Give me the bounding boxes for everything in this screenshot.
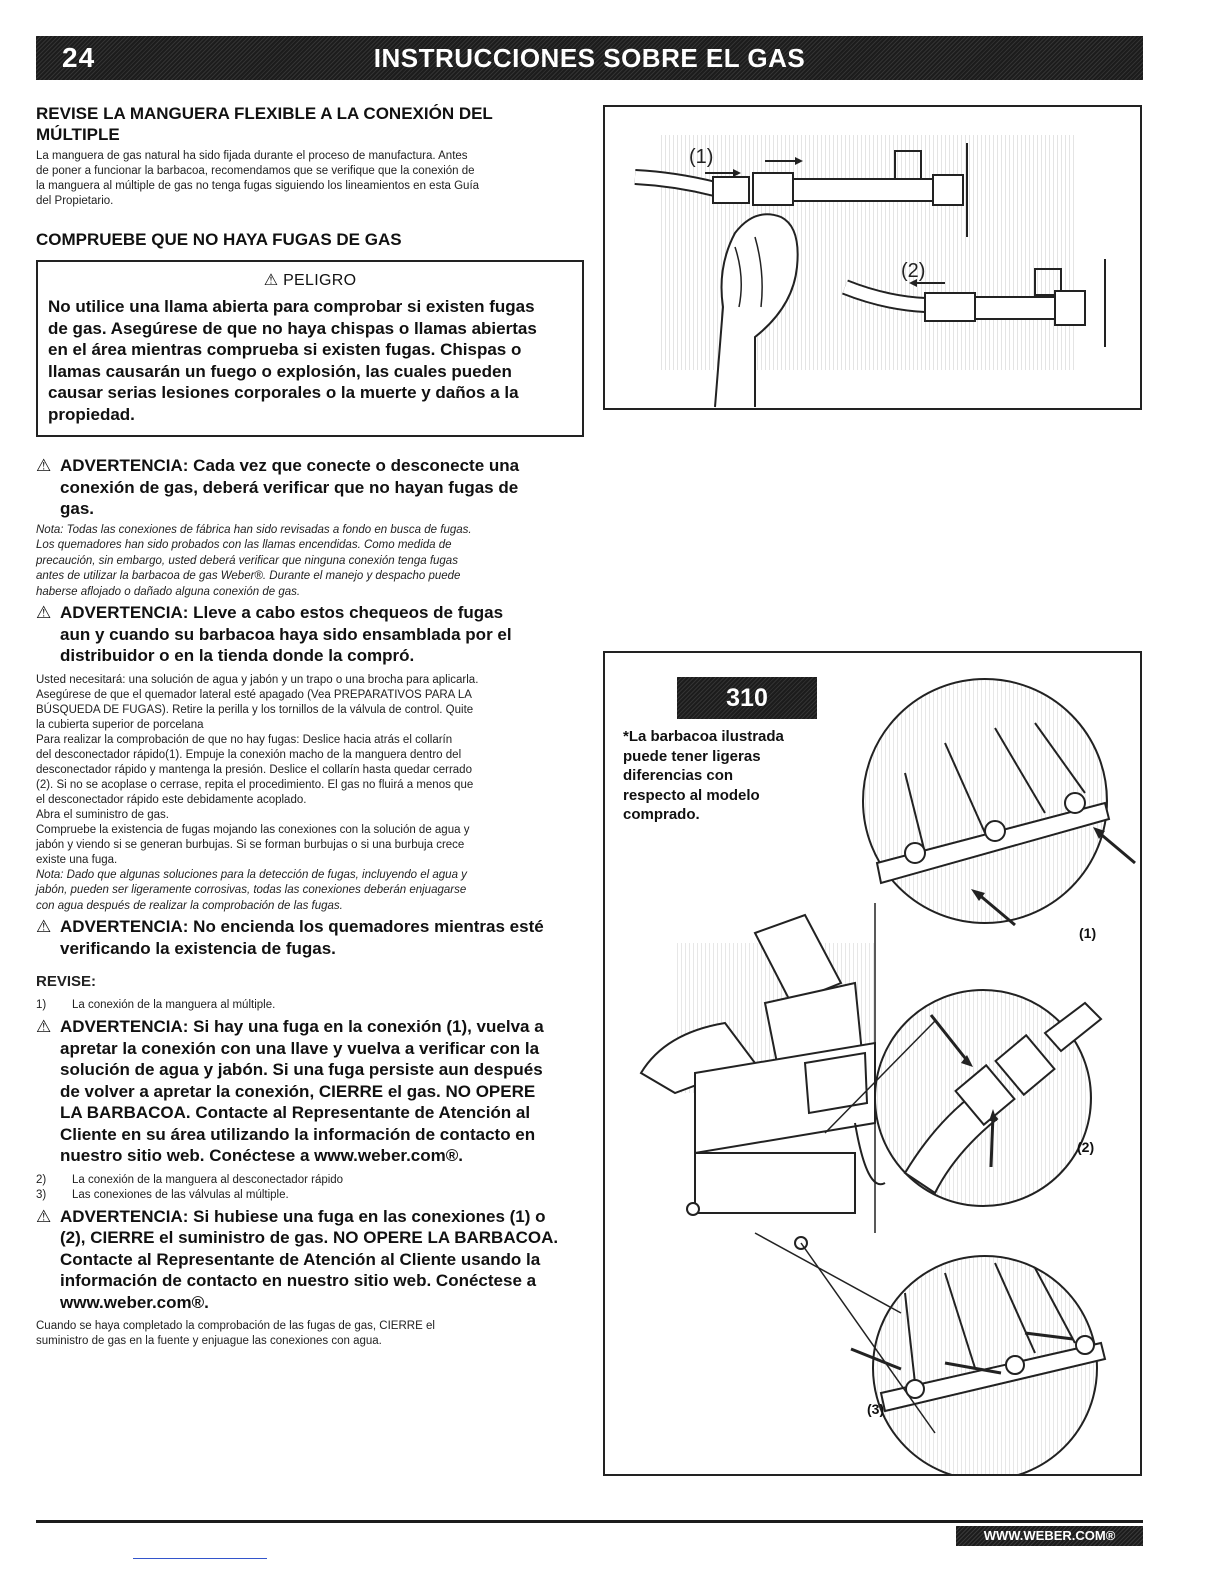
text-line: haberse aflojado o dañado alguna conexión de gas. [36, 585, 301, 598]
note-factory [36, 523, 584, 601]
warning-leak-connections [36, 1206, 584, 1314]
text-line: comprado. [623, 806, 700, 823]
text-line: de gas. Asegúrese de que no haya chispas o llamas abiertas [48, 318, 537, 338]
text-line: antes de utilizar la barbacoa de gas Weber®. Durante el manejo y despacho puede [36, 570, 461, 582]
text-line: ADVERTENCIA: Cada vez que conecte o desconecte una [60, 456, 520, 475]
text-line: jabón, pueden ser ligeramente corrosivas, todas las conexiones deberán enjuagarse [36, 884, 467, 896]
text-line: jabón y viendo si se generan burbujas. Si se forman burbujas o si una burbuja crece [36, 838, 465, 851]
text-line: Compruebe la existencia de fugas mojando las conexiones con la solución de agua y [36, 823, 470, 836]
text-line: distribuidor o en la tienda donde la compró. [60, 646, 415, 665]
text-line: ADVERTENCIA: Si hubiese una fuga en las conexiones (1) o [60, 1206, 546, 1226]
left-column [36, 103, 584, 1349]
warning-leak-connection [36, 1016, 584, 1167]
warning-icon: ⚠ [36, 917, 52, 936]
danger-text [48, 296, 572, 425]
footer-url: WWW.WEBER.COM® [956, 1526, 1143, 1546]
list-text: Las conexiones de las válvulas al múltiple. [72, 1188, 289, 1201]
text-line: verificando la existencia de fugas. [60, 938, 336, 958]
text-line: (2), CIERRE el suministro de gas. NO OPERE LA BARBACOA. [60, 1228, 559, 1247]
text-line: información de contacto en nuestro sitio web. Conéctese a [60, 1271, 537, 1290]
page-title: INSTRUCCIONES SOBRE EL GAS [373, 43, 806, 73]
text-line: (2). Si no se acoplase o cerrase, repita el procedimiento. El gas no fluirá a menos que [36, 778, 474, 791]
text-line: BÚSQUEDA DE FUGAS). Retire la perilla y los tornillos de la válvula de control. Quite [36, 703, 474, 716]
text-line: respecto al modelo [623, 786, 760, 804]
warning-connect [36, 455, 584, 520]
text-line: LA BARBACOA. Contacte al Representante de Atención al [60, 1103, 531, 1122]
text-line: conexión de gas, deberá verificar que no hayan fugas de [60, 477, 519, 497]
text-line: la cubierta superior de porcelana [36, 718, 204, 731]
text-line: existe una fuga. [36, 853, 118, 866]
text-line: solución de agua y jabón. Si una fuga persiste aun después [60, 1060, 543, 1079]
callout-1: (1) [1079, 925, 1097, 941]
text-line: ADVERTENCIA: No encienda los quemadores mientras esté [60, 917, 544, 936]
figure-hose-connection [603, 105, 1142, 410]
text-line: ADVERTENCIA: Lleve a cabo estos chequeos de fugas [60, 603, 504, 622]
text-line: del desconectador rápido(1). Empuje la conexión macho de la manguera dentro del [36, 748, 462, 761]
instructions-paragraph [36, 673, 584, 868]
text-line: Cuando se haya completado la comprobación de las fugas de gas, CIERRE el [36, 1320, 435, 1332]
warning-dealer [36, 602, 584, 667]
section-heading-leaks: COMPRUEBE QUE NO HAYA FUGAS DE GAS [36, 230, 402, 249]
text-line: Los quemadores han sido probados con las llamas encendidas. Como medida de [36, 539, 452, 551]
text-line: puede tener ligeras [623, 747, 761, 765]
text-line: Nota: Dado que algunas soluciones para la detección de fugas, incluyendo el agua y [36, 868, 467, 881]
callout-2: (2) [1077, 1139, 1095, 1155]
text-line: causar serias lesiones corporales o la muerte y daños a la [48, 383, 519, 402]
heading-line: MÚLTIPLE [36, 125, 120, 144]
warning-icon: ⚠ [36, 456, 52, 475]
text-line: en el área mientras comprueba si existen fugas. Chispas o [48, 340, 522, 359]
page-number: 24 [62, 42, 96, 73]
text-line: el desconectador rápido este debidamente acoplado. [36, 793, 307, 806]
text-line: La manguera de gas natural ha sido fijada durante el proceso de manufactura. Antes [36, 150, 468, 162]
text-line: Cliente en su área utilizando la información de contacto en [60, 1124, 536, 1144]
note-corrosive [36, 868, 584, 915]
footer-underline [133, 1558, 267, 1559]
final-paragraph [36, 1319, 584, 1349]
text-line: Abra el suministro de gas. [36, 808, 169, 821]
text-line: desconectador rápido y mantenga la presión. Deslice el collarín hasta quedar cerrado [36, 763, 472, 776]
list-item [36, 998, 584, 1013]
text-line: la manguera al múltiple de gas no tenga fugas siguiendo los lineamientos en esta Guía [36, 180, 480, 192]
warning-burners [36, 916, 584, 959]
text-line: de poner a funcionar la barbacoa, recomendamos que se verifique que la conexión de [36, 165, 475, 177]
text-line: Nota: Todas las conexiones de fábrica han sido revisadas a fondo en busca de fugas. [36, 523, 472, 536]
list-item [36, 1173, 584, 1188]
danger-title: ⚠ PELIGRO [263, 272, 357, 289]
section-heading-hose [36, 103, 584, 145]
text-line: de volver a apretar la conexión, CIERRE el gas. NO OPERE [60, 1081, 536, 1101]
text-line: suministro de gas en la fuente y enjuague las conexiones con agua. [36, 1335, 382, 1347]
text-line: Usted necesitará: una solución de agua y jabón y un trapo o una brocha para aplicarla. [36, 673, 479, 686]
list-text: La conexión de la manguera al desconectador rápido [72, 1173, 344, 1186]
text-line: www.weber.com®. [60, 1292, 209, 1312]
text-line: diferencias con [623, 767, 734, 784]
text-line: llamas causarán un fuego o explosión, las cuales pueden [48, 361, 512, 381]
hose-connection-illustration [605, 107, 1140, 408]
grill-illustration [605, 653, 1140, 1474]
text-line: ADVERTENCIA: Si hay una fuga en la conexión (1), vuelva a [60, 1017, 544, 1036]
text-line: Asegúrese de que el quemador lateral esté apagado (Vea PREPARATIVOS PARA LA [36, 688, 472, 701]
text-line: con agua después de realizar la comprobación de las fugas. [36, 899, 343, 912]
header-bar [36, 36, 1143, 80]
warning-icon: ⚠ [36, 1206, 52, 1226]
text-line: nuestro sitio web. Conéctese a www.weber.com®. [60, 1146, 464, 1165]
figure-tag: 310 [677, 677, 817, 719]
text-line: Contacte al Representante de Atención al Cliente usando la [60, 1249, 541, 1269]
list-text: La conexión de la manguera al múltiple. [72, 999, 276, 1011]
text-line: del Propietario. [36, 195, 114, 207]
text-line: No utilice una llama abierta para comprobar si existen fugas [48, 297, 535, 316]
list-number: 2) [36, 1173, 47, 1186]
callout-3: (3) [867, 1401, 885, 1417]
footer-rule [36, 1520, 1143, 1523]
text-line: aun y cuando su barbacoa haya sido ensamblada por el [60, 624, 512, 644]
warning-icon: ⚠ [36, 603, 52, 622]
heading-line: REVISE LA MANGUERA FLEXIBLE A LA CONEXIÓN DEL [36, 104, 493, 123]
hose-label-2: (2) [901, 260, 926, 282]
text-line: precaución, sin embargo, usted deberá verificar que ninguna conexión tenga fugas [36, 554, 458, 567]
list-item [36, 1188, 584, 1203]
text-line: gas. [60, 499, 95, 518]
text-line: propiedad. [48, 404, 135, 424]
text-line: apretar la conexión con una llave y vuelva a verificar con la [60, 1038, 540, 1058]
text-line: *La barbacoa ilustrada [623, 728, 784, 745]
hose-label-1: (1) [689, 146, 714, 168]
hose-paragraph [36, 149, 584, 209]
list-number: 1) [36, 999, 47, 1011]
check-heading: REVISE: [36, 973, 97, 990]
warning-icon: ⚠ [36, 1017, 52, 1036]
danger-box [36, 260, 584, 437]
list-number: 3) [36, 1188, 47, 1201]
text-line: Para realizar la comprobación de que no hay fugas: Deslice hacia atrás el collarín [36, 733, 453, 746]
figure-grill-valves [603, 651, 1142, 1476]
